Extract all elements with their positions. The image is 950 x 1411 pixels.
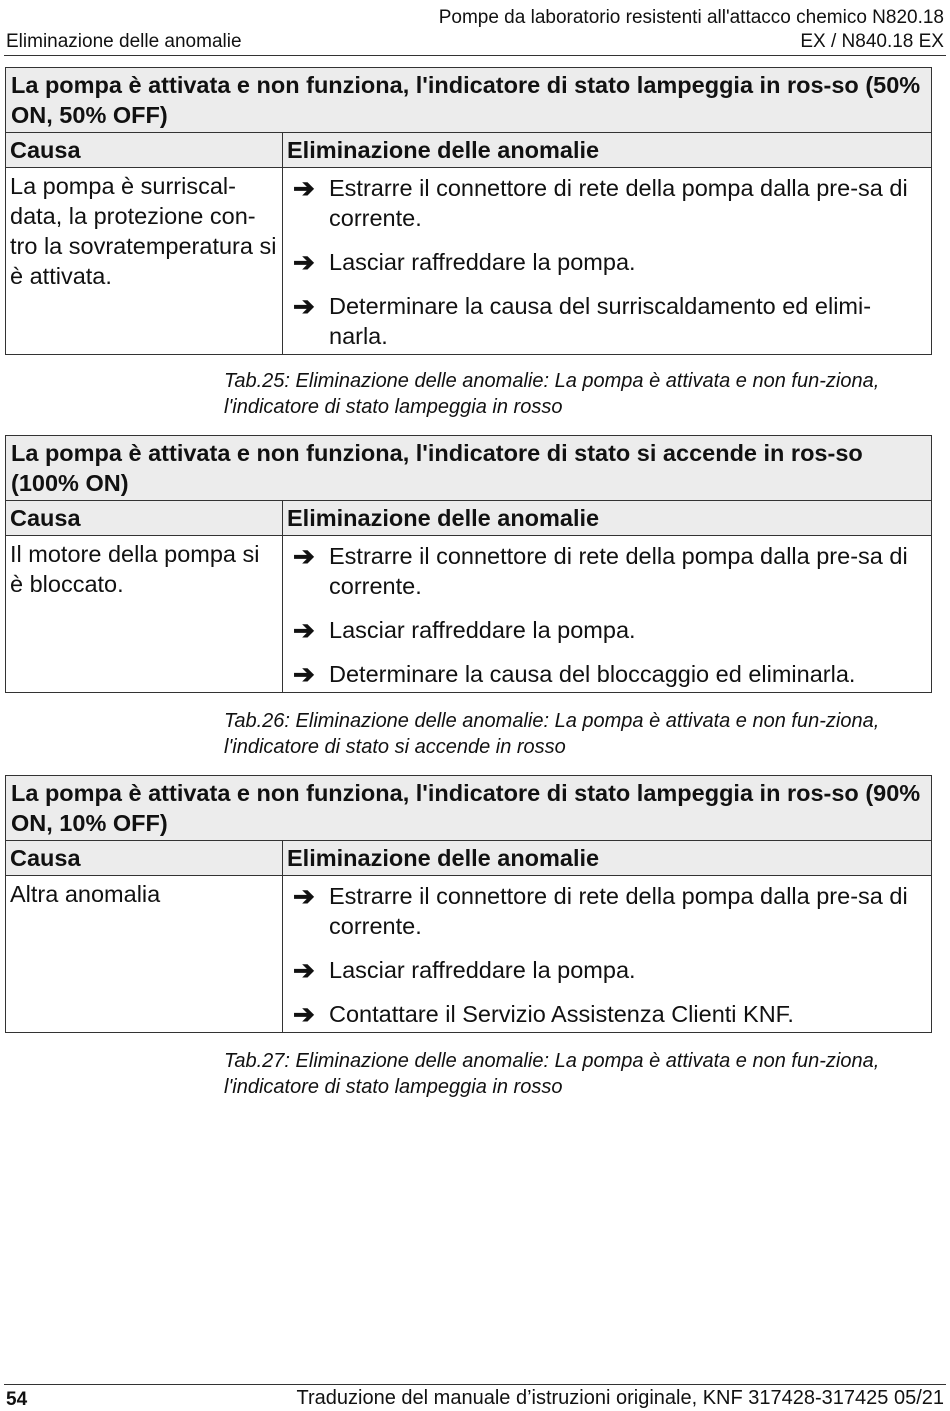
troubleshooting-table-2 (5, 435, 932, 693)
troubleshooting-table-3 (5, 775, 932, 1033)
document-reference: Traduzione del manuale d’istruzioni originale, KNF 317428-317425 05/21 (296, 1387, 944, 1409)
remedy-step-text: Estrarre il connettore di rete della pompa dalla pre-sa di corrente. (329, 543, 908, 599)
column-header-cause: Causa (6, 841, 283, 875)
footer-rule (4, 1384, 946, 1385)
product-title-line2: EX / N840.18 EX (800, 31, 944, 52)
table-row (6, 536, 931, 692)
remedy-step-text: Estrarre il connettore di rete della pompa dalla pre-sa di corrente. (329, 883, 908, 939)
table-caption: Tab.25: Eliminazione delle anomalie: La pompa è attivata e non fun-ziona, l'indicatore di stato lampeggia in rosso (224, 370, 880, 418)
table-title: La pompa è attivata e non funziona, l'indicatore di stato lampeggia in ros-so (50% ON, 50% OFF) (6, 68, 931, 133)
column-header-remedy: Eliminazione delle anomalie (287, 505, 600, 531)
remedy-step (293, 881, 925, 941)
remedy-step (293, 291, 925, 351)
remedy-step (293, 955, 925, 985)
troubleshooting-table-1 (5, 67, 932, 355)
remedy-cell (283, 536, 931, 692)
product-title (439, 6, 944, 54)
column-header-cause: Causa (6, 501, 283, 535)
remedy-step-text: Estrarre il connettore di rete della pompa dalla pre-sa di corrente. (329, 175, 908, 231)
arrow-right-icon: ➔ (293, 881, 315, 911)
arrow-right-icon: ➔ (293, 955, 315, 985)
arrow-right-icon: ➔ (293, 999, 315, 1029)
arrow-right-icon: ➔ (293, 615, 315, 645)
table-caption: Tab.26: Eliminazione delle anomalie: La pompa è attivata e non fun-ziona, l'indicatore di stato si accende in rosso (224, 710, 880, 758)
column-header-cause: Causa (6, 133, 283, 167)
table-column-headers (6, 501, 931, 536)
table-row (6, 168, 931, 354)
arrow-right-icon: ➔ (293, 291, 315, 321)
product-title-line1: Pompe da laboratorio resistenti all'attacco chemico N820.18 (438, 7, 944, 28)
remedy-step (293, 541, 925, 601)
remedy-step-text: Lasciar raffreddare la pompa. (329, 957, 636, 983)
remedy-step (293, 615, 925, 645)
header-rule (4, 55, 946, 56)
table-caption: Tab.27: Eliminazione delle anomalie: La pompa è attivata e non fun-ziona, l'indicatore di stato lampeggia in rosso (224, 1050, 880, 1098)
arrow-right-icon: ➔ (293, 247, 315, 277)
table-title: La pompa è attivata e non funziona, l'indicatore di stato lampeggia in ros-so (90% ON, 10% OFF) (6, 776, 931, 841)
page-header (0, 0, 950, 57)
cause-cell: La pompa è surriscal-data, la protezione con-tro la sovratemperatura si è attivata. (6, 168, 283, 354)
remedy-step (293, 247, 925, 277)
cause-cell: Altra anomalia (6, 876, 283, 1032)
remedy-step-text: Determinare la causa del bloccaggio ed eliminarla. (329, 661, 856, 687)
remedy-step-text: Determinare la causa del surriscaldamento ed elimi-narla. (329, 293, 872, 349)
table-title: La pompa è attivata e non funziona, l'indicatore di stato si accende in ros-so (100% ON) (6, 436, 931, 501)
arrow-right-icon: ➔ (293, 541, 315, 571)
remedy-step-text: Lasciar raffreddare la pompa. (329, 617, 636, 643)
cause-cell: Il motore della pompa si è bloccato. (6, 536, 283, 692)
remedy-step (293, 659, 925, 689)
section-title: Eliminazione delle anomalie (6, 31, 242, 52)
arrow-right-icon: ➔ (293, 173, 315, 203)
table-column-headers (6, 133, 931, 168)
remedy-step-text: Lasciar raffreddare la pompa. (329, 249, 636, 275)
column-header-remedy: Eliminazione delle anomalie (287, 845, 600, 871)
table-row (6, 876, 931, 1032)
column-header-remedy: Eliminazione delle anomalie (287, 137, 600, 163)
remedy-step (293, 999, 925, 1029)
remedy-cell (283, 168, 931, 354)
table-column-headers (6, 841, 931, 876)
arrow-right-icon: ➔ (293, 659, 315, 689)
page-number: 54 (6, 1389, 28, 1410)
remedy-cell (283, 876, 931, 1032)
remedy-step (293, 173, 925, 233)
remedy-step-text: Contattare il Servizio Assistenza Clienti KNF. (329, 1001, 794, 1027)
